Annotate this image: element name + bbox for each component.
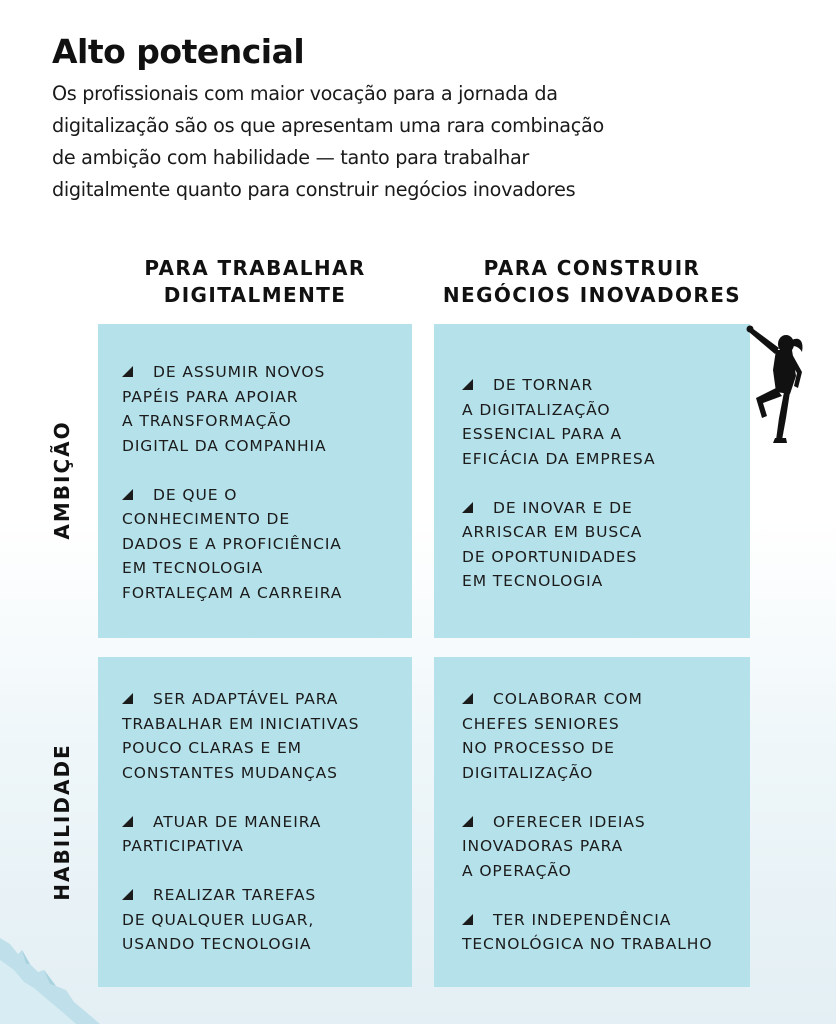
triangle-bullet-icon	[462, 693, 473, 704]
column-header-line: PARA TRABALHAR	[144, 256, 366, 280]
bullet-text: EM TECNOLOGIA	[122, 559, 264, 577]
intro-paragraph	[52, 78, 692, 206]
bullet-text: EFICÁCIA DA EMPRESA	[462, 449, 656, 468]
bullet-text: DE QUALQUER LUGAR,	[122, 910, 315, 929]
triangle-bullet-icon	[462, 816, 473, 827]
bullet-item	[462, 810, 750, 884]
bullet-text: REALIZAR TAREFAS	[153, 886, 317, 904]
row-label-ambicao: AMBIÇÃO	[50, 420, 74, 540]
column-header-trabalhar	[98, 255, 412, 309]
bullet-text: DE INOVAR E DE	[493, 498, 633, 517]
bullet-item	[122, 687, 412, 785]
bullet-text: CONHECIMENTO DE	[122, 510, 291, 528]
intro-line: Os profissionais com maior vocação para a jornada da	[52, 82, 558, 105]
bullet-item	[122, 360, 412, 458]
bullet-text: ATUAR DE MANEIRA	[153, 812, 322, 831]
bullet-text: DE ASSUMIR NOVOS	[153, 363, 326, 381]
bullet-text: ARRISCAR EM BUSCA	[462, 523, 643, 541]
column-header-line: DIGITALMENTE	[163, 283, 347, 307]
bullet-text: A DIGITALIZAÇÃO	[462, 400, 611, 419]
row-label-habilidade: HABILIDADE	[50, 743, 74, 901]
column-header-construir	[434, 255, 750, 309]
bullet-text: DADOS E A PROFICIÊNCIA	[122, 534, 342, 553]
bullet-text: ESSENCIAL PARA A	[462, 425, 623, 443]
triangle-bullet-icon	[462, 502, 473, 513]
triangle-bullet-icon	[462, 379, 473, 390]
bullet-item	[122, 810, 412, 859]
column-header-line: PARA CONSTRUIR	[483, 256, 701, 280]
bullet-text: TER INDEPENDÊNCIA	[493, 910, 672, 929]
bullet-item	[462, 496, 750, 594]
cell-ambicao-construir	[434, 324, 750, 638]
intro-line: de ambição com habilidade — tanto para trabalhar	[52, 146, 529, 169]
bullet-text: USANDO TECNOLOGIA	[122, 935, 312, 953]
cell-habilidade-construir	[434, 657, 750, 987]
triangle-bullet-icon	[122, 816, 133, 827]
bullet-text: A TRANSFORMAÇÃO	[122, 412, 292, 430]
bullet-text: DE TORNAR	[493, 376, 594, 394]
intro-line: digitalização são os que apresentam uma rara combinação	[52, 114, 604, 137]
bullet-item	[122, 883, 412, 957]
bullet-item	[462, 908, 750, 957]
bullet-text: POUCO CLARAS E EM	[122, 739, 302, 757]
triangle-bullet-icon	[122, 366, 133, 377]
bullet-text: PAPÉIS PARA APOIAR	[122, 387, 299, 406]
bullet-text: INOVADORAS PARA	[462, 837, 624, 855]
bullet-text: DIGITALIZAÇÃO	[462, 763, 594, 782]
intro-line: digitalmente quanto para construir negócios inovadores	[52, 178, 576, 201]
bullet-item	[462, 687, 750, 785]
bullet-text: EM TECNOLOGIA	[462, 572, 604, 590]
mountain-peak-icon	[0, 930, 120, 1024]
bullet-text: PARTICIPATIVA	[122, 837, 244, 855]
bullet-text: DE QUE O	[153, 485, 238, 504]
bullet-text: OFERECER IDEIAS	[493, 812, 646, 831]
bullet-item	[462, 373, 750, 471]
triangle-bullet-icon	[462, 914, 473, 925]
climber-silhouette-icon	[746, 322, 806, 444]
column-header-line: NEGÓCIOS INOVADORES	[442, 283, 742, 307]
bullet-item	[122, 483, 412, 606]
bullet-text: COLABORAR COM	[493, 690, 643, 708]
bullet-text: TRABALHAR EM INICIATIVAS	[122, 714, 360, 733]
triangle-bullet-icon	[122, 693, 133, 704]
bullet-text: DIGITAL DA COMPANHIA	[122, 436, 327, 455]
bullet-text: DE OPORTUNIDADES	[462, 547, 638, 566]
cell-habilidade-trabalhar	[98, 657, 412, 987]
bullet-text: CONSTANTES MUDANÇAS	[122, 763, 338, 782]
bullet-text: TECNOLÓGICA NO TRABALHO	[462, 935, 713, 953]
bullet-text: SER ADAPTÁVEL PARA	[153, 690, 339, 708]
bullet-text: CHEFES SENIORES	[462, 714, 620, 733]
bullet-text: FORTALEÇAM A CARREIRA	[122, 583, 343, 602]
bullet-text: A OPERAÇÃO	[462, 861, 572, 880]
triangle-bullet-icon	[122, 489, 133, 500]
bullet-text: NO PROCESSO DE	[462, 739, 615, 757]
page-title: Alto potencial	[52, 32, 305, 71]
cell-ambicao-trabalhar	[98, 324, 412, 638]
triangle-bullet-icon	[122, 889, 133, 900]
